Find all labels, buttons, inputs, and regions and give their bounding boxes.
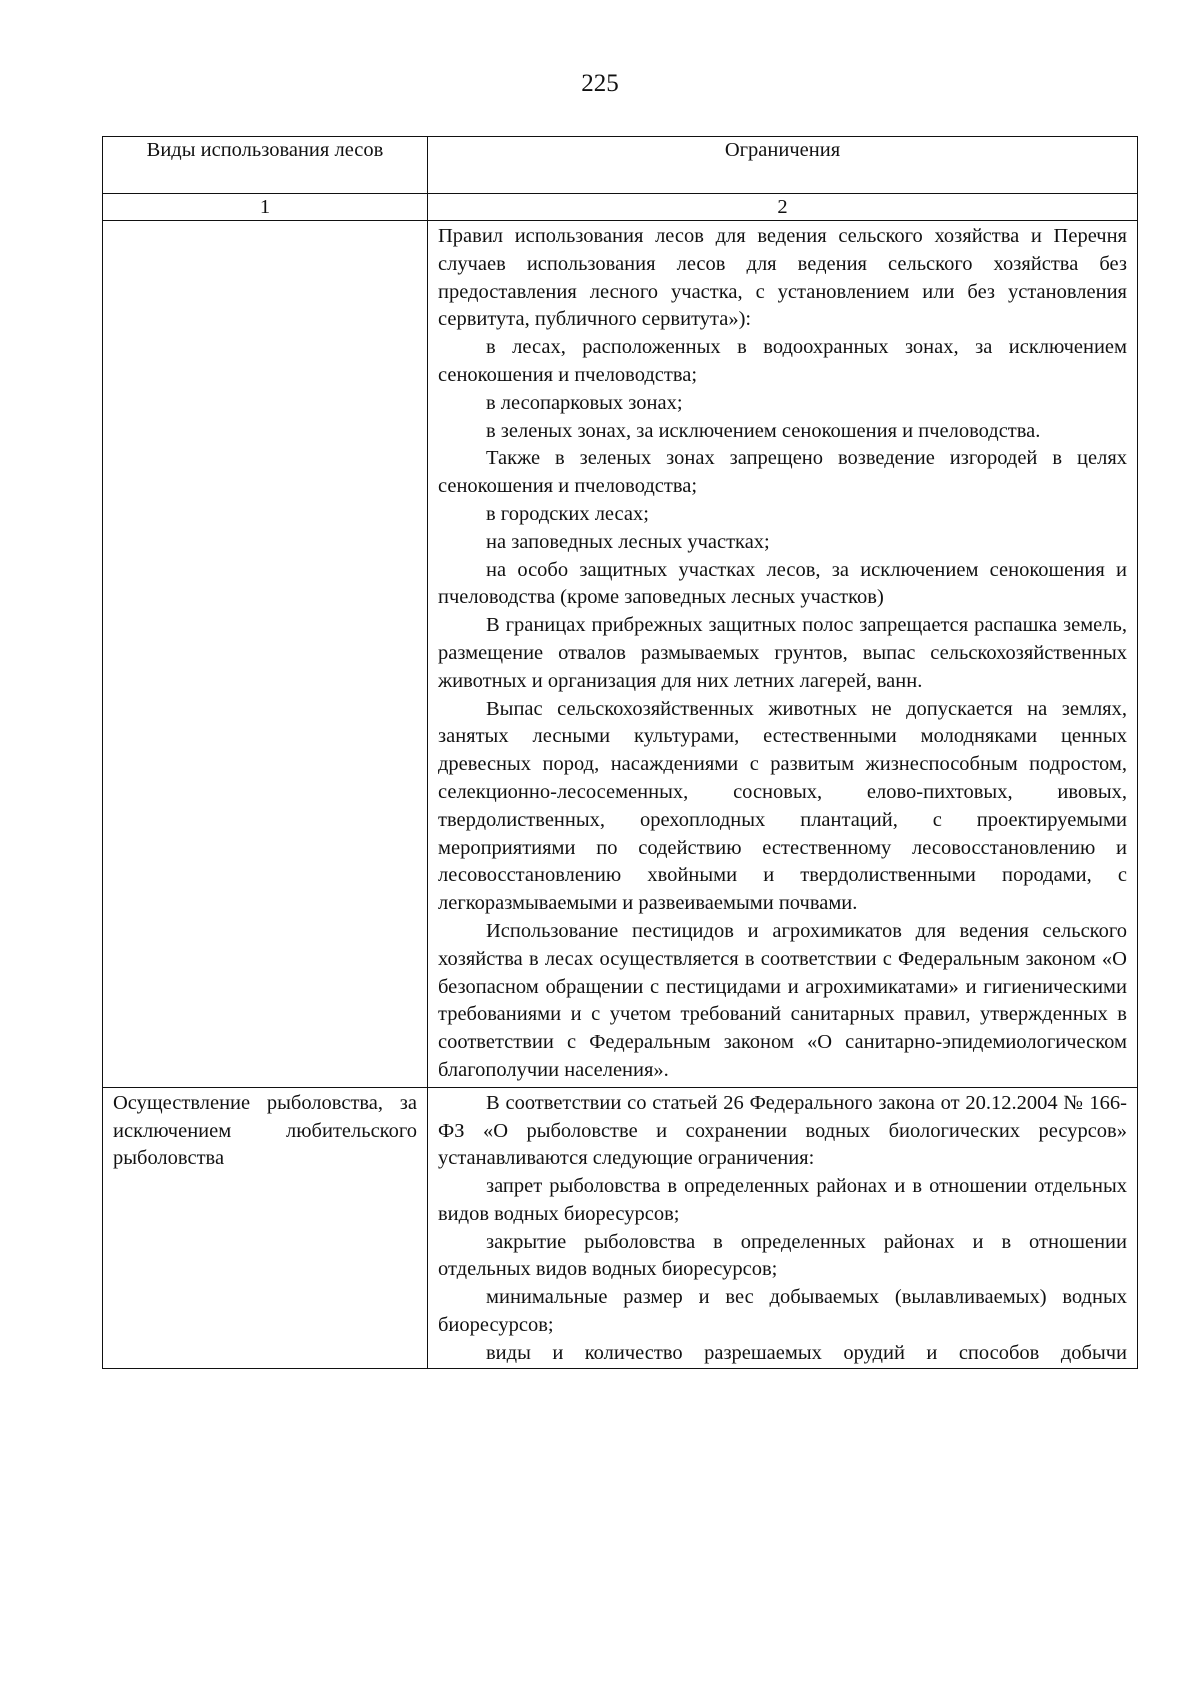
paragraph: Использование пестицидов и агрохимикатов для ведения сельского хозяйства в лесах осуществляется в соответствии с Федеральным законом «О безопасном обращении с пестицидами и агрохимикатами» и гигиеническими требованиями и с учетом требований санитарных правил, утвержденных в соответствии с Федеральным законом «О санитарно-эпидемиологическом благополучии населения». [438,919,1127,1081]
table-row [103,1087,1138,1368]
column-number-row [103,194,1138,221]
paragraph: В соответствии со статьей 26 Федерального закона от 20.12.2004 № 166-ФЗ «О рыболовстве и сохранении водных биологических ресурсов» устанавливаются следующие ограничения: [438,1091,1127,1170]
column-number-2: 2 [428,194,1138,221]
row2-col1 [103,1087,428,1368]
paragraph: Выпас сельскохозяйственных животных не допускается на землях, занятых лесными культурами, естественными молодняками ценных древесных пород, насаждениями с развитым жизнеспособным подростом, селекционно-лесосеменных, сосновых, елово-пихтовых, ивовых, твердолиственных, орехоплодных плантаций, с проектируемыми мероприятиями по содействию естественному лесовосстановлению и лесовосстановлению хвойными и твердолиственными породами, с легкоразмываемыми и развеиваемыми почвами. [438,697,1127,915]
restrictions-table [102,136,1138,1369]
header-col2: Ограничения [428,137,1138,194]
row1-col1 [103,221,428,1088]
column-number-1: 1 [103,194,428,221]
header-col1: Виды использования лесов [103,137,428,194]
paragraph: на особо защитных участках лесов, за исключением сенокошения и пчеловодства (кроме заповедных лесных участков) [438,558,1127,609]
paragraph: в лесопарковых зонах; [486,391,683,414]
table-header-row [103,137,1138,194]
paragraph: запрет рыболовства в определенных районах и в отношении отдельных видов водных биоресурсов; [438,1175,1127,1225]
paragraph: виды и количество разрешаемых орудий и способов добычи [486,1341,1127,1364]
paragraph: на заповедных лесных участках; [486,530,770,553]
table-row [103,221,1138,1088]
paragraph: в зеленых зонах, за исключением сенокошения и пчеловодства. [486,419,1041,442]
paragraph: закрытие рыболовства в определенных районах и в отношении отдельных видов водных биоресурсов; [438,1230,1127,1281]
row2-col2 [428,1087,1138,1368]
paragraph: в лесах, расположенных в водоохранных зонах, за исключением сенокошения и пчеловодства; [438,336,1127,386]
fishing-label: Осуществление рыболовства, за исключением любительского рыболовства [113,1091,417,1170]
paragraph: в городских лесах; [486,502,649,525]
paragraph: Также в зеленых зонах запрещено возведение изгородей в целях сенокошения и пчеловодства; [438,447,1127,498]
row1-col2 [428,221,1138,1088]
paragraph: В границах прибрежных защитных полос запрещается распашка земель, размещение отвалов размываемых грунтов, выпас сельскохозяйственных животных и организация для них летних лагерей, ванн. [438,614,1127,692]
page-number: 225 [581,70,619,97]
paragraph: минимальные размер и вес добываемых (вылавливаемых) водных биоресурсов; [438,1286,1127,1337]
paragraph: Правил использования лесов для ведения сельского хозяйства и Перечня случаев использования лесов для ведения сельского хозяйства без предоставления лесного участка, с установлением или без установления сервитута, публичного сервитута»): [438,225,1127,331]
